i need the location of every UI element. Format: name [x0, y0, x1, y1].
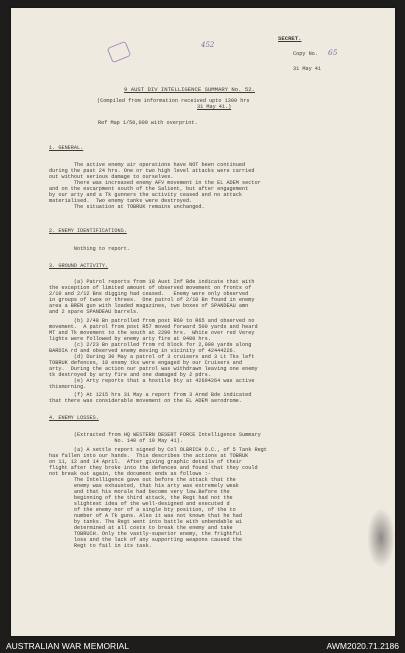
- handwritten-reference: 452: [201, 41, 215, 49]
- section-ground-line: TOBRUK defences, 18 enemy tks were engaged by our Cruisers and: [49, 360, 243, 366]
- section-losses-quote-line: The Intelligence gave out before the attack that the: [49, 477, 236, 483]
- section-ground-line: thismorning.: [49, 384, 87, 390]
- archive-footer: [0, 641, 405, 653]
- compiled-note-line2: 31 May 41.): [197, 104, 232, 110]
- ref-map-note: Ref Map 1/50,000 with overprint.: [98, 120, 198, 126]
- section-losses-quote-line: Regt to fail in its task.: [49, 543, 152, 549]
- section-ground-line: in groups of twos or threes. One patrol of 2/10 Bn found in enemy: [49, 297, 255, 303]
- section-ground-line: and 2 spare SPANDEAU barrels.: [49, 309, 140, 315]
- section-losses-line: has fallen into our hands. This describes the actions at TOBRUK: [49, 453, 249, 459]
- section-losses-quote-line: loss and the lack of any supporting weapons caused the: [49, 537, 243, 543]
- archive-source: AUSTRALIAN WAR MEMORIAL: [6, 641, 129, 651]
- section-ground-line: 2/10 and 2/12 Bns digging had ceased. Enemy were only observed: [49, 291, 249, 297]
- section-losses-quote-line: and that his morale had become very low.Before the: [49, 489, 230, 495]
- section-losses-line: (Extracted from HQ WESTERN DESERT FORCE Intelligence Summary: [49, 432, 261, 438]
- section-losses-quote-line: of the enemy nor of a single bty position, of the to: [49, 507, 236, 513]
- section-ground-line: arty. During the action our patrol was withdrawn leaving one enemy: [49, 366, 258, 372]
- section-ground-heading: 3. GROUND ACTIVITY.: [49, 263, 109, 269]
- ink-stamp-mark: [107, 41, 132, 63]
- section-ground-line: (a) Patrol reports from 18 Aust Inf Bde indicate that with: [49, 279, 255, 285]
- section-ground-line: lights were followed by enemy arty fire at 0400 hrs.: [49, 336, 211, 342]
- section-losses-quote-line: enemy was exhausted, that his arty was extremely weak: [49, 483, 239, 489]
- section-general-line: The situation at TOBRUK remains unchanged.: [49, 204, 205, 210]
- section-general-line: by our arty and a Tk gunners the activity ceased and no attack: [49, 192, 243, 198]
- section-identifications-heading: 2. ENEMY IDENTIFICATIONS.: [49, 228, 127, 234]
- section-losses-heading: 4. ENEMY LOSSES.: [49, 415, 99, 421]
- section-general-heading: 1. GENERAL.: [49, 145, 84, 151]
- section-general-line: There was increased enemy AFV movement in the EL ADEM sector: [49, 180, 261, 186]
- document-title: 9 AUST DIV INTELLIGENCE SUMMARY No. 52.: [124, 86, 255, 93]
- accession-number: AWM2020.71.2186: [326, 641, 399, 651]
- section-losses-quote-line: beginning of the third attack, the Regt had not the: [49, 495, 233, 501]
- section-general-line: out without serious damage to ourselves.: [49, 174, 174, 180]
- section-general-line: and on the escarpment south of the Salient, but after engagement: [49, 186, 249, 192]
- section-losses-line: No. 140 of 19 May 41).: [49, 438, 183, 444]
- section-losses-quote-line: number of A Tk guns. Also it was not known that he had: [49, 513, 243, 519]
- section-losses-quote-line: determined at all costs to break the enemy and take: [49, 525, 233, 531]
- copy-label: Copy No.: [293, 51, 318, 57]
- section-ground-line: area a BREN gun with loaded magazines, two boxes of SPANDEAU amn: [49, 303, 249, 309]
- classification-marking: SECRET.: [278, 35, 302, 42]
- copy-number: 65: [328, 48, 338, 57]
- section-general-line: during the past 24 hrs. One or two high level attacks were carried: [49, 168, 255, 174]
- section-losses-line: on 11, 12 and 14 April. After giving graphic details of their: [49, 459, 243, 465]
- section-ground-line: (e) Arty reports that a hostile bty at 42694264 was active: [49, 378, 255, 384]
- section-ground-line: (b) 2/48 Bn patrolled from post R69 to R65 and observed no: [49, 318, 255, 324]
- section-ground-line: MT and Tk movement to the south at 2200 hrs. White over red Verey: [49, 330, 255, 336]
- section-ground-line: the exception of limited amount of observed movement on fronts of: [49, 285, 252, 291]
- section-ground-line: that there was considerable movement on the EL ADEM aerodrome.: [49, 398, 243, 404]
- paper-stain: [367, 508, 395, 568]
- section-losses-quote-line: by tanks. The Regt went into battle with unbendable wi: [49, 519, 243, 525]
- document-page: [11, 8, 395, 636]
- section-losses-line: flight after they broke into the defences and found that they could: [49, 465, 258, 471]
- section-ground-line: (d) During 30 May a patrol of 3 cruisers and 3 Lt Tks left: [49, 354, 255, 360]
- section-losses-line: not break out again, the document ends as follows :-: [49, 471, 211, 477]
- section-losses-line: (a) A settle report signed by Col OLBRICH O.C., of 5 Tank Regt: [49, 447, 267, 453]
- section-ground-line: tk destroyed by arty fire and one damaged by 2 pdrs.: [49, 372, 211, 378]
- section-identifications-text: Nothing to report.: [49, 246, 130, 252]
- section-losses-quote-line: slightest idea of the well-designed and executed d: [49, 501, 230, 507]
- compiled-note-line1: (Compiled from information received upto 1300 hrs: [97, 98, 250, 104]
- section-losses-quote-line: TOBRUCH. Only the vastly-superior enemy, the frightful: [49, 531, 243, 537]
- section-ground-line: (f) At 1215 hrs 31 May a report from 3 Armd Bde indicated: [49, 392, 252, 398]
- section-general-line: materialised. Two enemy tanks were destroyed.: [49, 198, 193, 204]
- document-date: 31 May 41: [293, 66, 322, 72]
- section-ground-line: movement. A patrol from post R57 moved forward 500 yards and heard: [49, 324, 258, 330]
- section-ground-line: BARDIA rd and observed enemy moving in vicinity of 42444226.: [49, 348, 236, 354]
- section-ground-line: (c) 2/23 Bn patrolled from rd block for 2,000 yards along: [49, 342, 252, 348]
- section-general-line: The active enemy air operations have NOT been continued: [49, 162, 246, 168]
